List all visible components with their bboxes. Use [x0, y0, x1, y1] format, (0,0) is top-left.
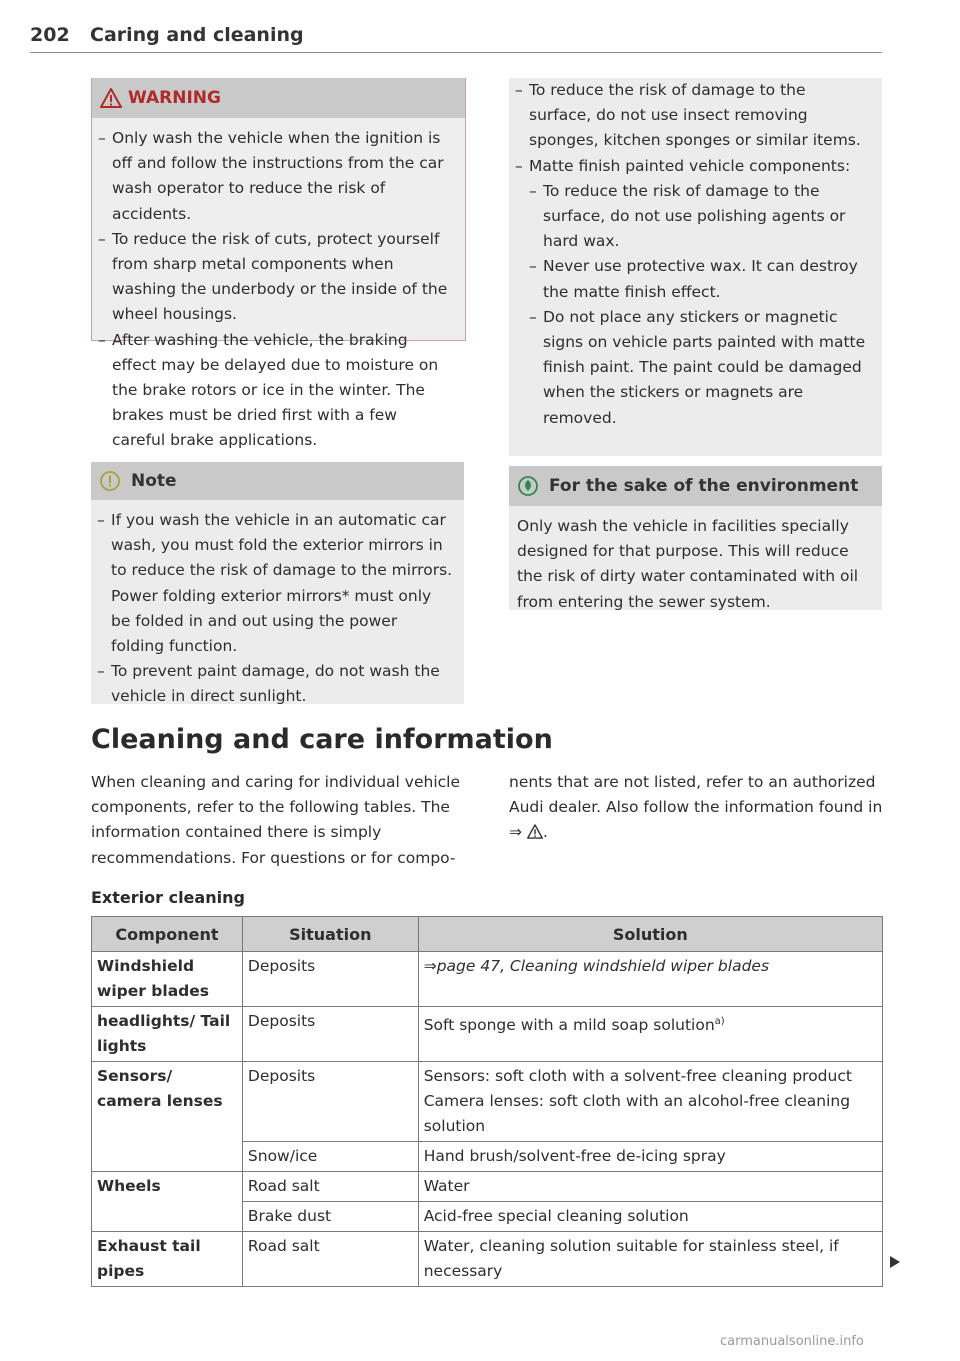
table-row: [92, 952, 883, 1007]
sub-list: [529, 179, 872, 431]
cell-solution: [418, 952, 882, 1007]
cell-solution: Acid-free special cleaning solution: [418, 1202, 882, 1232]
section-title: Cleaning and care information: [91, 724, 553, 755]
environment-title: For the sake of the environment: [549, 476, 859, 496]
sub-list-item: – Never use protective wax. It can destroy the matte finish effect.: [529, 254, 872, 304]
intro-text: nents that are not listed, refer to an authorized Audi dealer. Also follow the information found in: [509, 773, 883, 817]
cell-component: headlights/ Tail lights: [92, 1007, 243, 1062]
warning-title: WARNING: [128, 88, 221, 108]
footnote-marker: a): [714, 1016, 725, 1027]
cell-situation: Snow/ice: [242, 1142, 418, 1172]
environment-header: [509, 466, 882, 506]
cell-solution: [418, 1062, 882, 1142]
solution-text: Soft sponge with a mild soap solution: [423, 1016, 715, 1035]
column-header-component: Component: [92, 917, 243, 952]
cell-component: Wheels: [92, 1172, 243, 1232]
note-header: [91, 462, 464, 500]
solution-line: Camera lenses: soft cloth with an alcohol-free cleaning solution: [423, 1092, 851, 1135]
info-exclamation-icon: [99, 470, 121, 492]
continuation-list: [509, 78, 882, 437]
cell-situation: Deposits: [242, 952, 418, 1007]
cell-solution: Hand brush/solvent-free de-icing spray: [418, 1142, 882, 1172]
intro-text-left: When cleaning and caring for individual vehicle components, refer to the following tables. The information contained there is simply recommendations. For questions or for compo-: [91, 773, 460, 867]
cell-solution: [418, 1007, 882, 1062]
cell-situation: Road salt: [242, 1172, 418, 1202]
cell-situation: Brake dust: [242, 1202, 418, 1232]
list-item: – After washing the vehicle, the braking effect may be delayed due to moisture on the brake rotors or ice in the winter. The brakes must be dried first with a few careful brake applications.: [98, 328, 455, 454]
warning-triangle-icon[interactable]: [527, 824, 543, 839]
list-item: – To prevent paint damage, do not wash the vehicle in direct sunlight.: [97, 659, 454, 709]
continue-arrow-icon: [890, 1256, 900, 1268]
cell-situation: Deposits: [242, 1007, 418, 1062]
table-row: [92, 1172, 883, 1202]
cell-component: Windshield wiper blades: [92, 952, 243, 1007]
environment-box: [509, 466, 882, 610]
sub-list-item: – To reduce the risk of damage to the surface, do not use polishing agents or hard wax.: [529, 179, 872, 255]
intro-end: .: [542, 823, 548, 842]
exterior-cleaning-heading: Exterior cleaning: [91, 888, 245, 907]
chapter-title: Caring and cleaning: [90, 24, 304, 46]
column-header-solution: Solution: [418, 917, 882, 952]
page-reference-link[interactable]: page 47, Cleaning windshield wiper blades: [436, 957, 770, 975]
footer-watermark: carmanualsonline.info: [720, 1334, 864, 1349]
environment-text: Only wash the vehicle in facilities specially designed for that purpose. This will reduce the risk of dirty water contaminated with oil from entering the sewer system.: [517, 517, 859, 611]
warning-header: [92, 78, 465, 118]
warning-continuation-box: [509, 78, 882, 456]
page-number: 202: [30, 24, 70, 46]
page-header: [30, 24, 882, 53]
reference-arrow[interactable]: ⇒: [509, 823, 522, 842]
cell-component: Sensors/ camera lenses: [92, 1062, 243, 1172]
cell-situation: Road salt: [242, 1232, 418, 1287]
list-item: – If you wash the vehicle in an automatic car wash, you must fold the exterior mirrors in to reduce the risk of damage to the mirrors. Power folding exterior mirrors* must only be folded in and out using the power folding function.: [97, 508, 454, 659]
column-header-situation: Situation: [242, 917, 418, 952]
intro-text-right: [509, 770, 884, 846]
list-item: – To reduce the risk of damage to the surface, do not use insect removing sponges, kitchen sponges or similar items.: [515, 78, 872, 154]
reference-arrow[interactable]: ⇒: [423, 957, 437, 975]
exterior-cleaning-table: [91, 916, 883, 1287]
list-item-label: Matte finish painted vehicle components:: [529, 156, 851, 175]
solution-line: Sensors: soft cloth with a solvent-free cleaning product: [423, 1067, 852, 1085]
warning-box: [91, 78, 466, 450]
table-row: [92, 1232, 883, 1287]
cell-component: Exhaust tail pipes: [92, 1232, 243, 1287]
environment-leaf-icon: [517, 475, 539, 497]
cell-solution: Water, cleaning solution suitable for stainless steel, if necessary: [418, 1232, 882, 1287]
note-title: Note: [131, 471, 177, 491]
cell-situation: Deposits: [242, 1062, 418, 1142]
sub-list-item: – Do not place any stickers or magnetic signs on vehicle parts painted with matte finish paint. The paint could be damaged when the stickers or magnets are removed.: [529, 305, 872, 431]
warning-list: [92, 118, 465, 460]
list-item: – To reduce the risk of cuts, protect yourself from sharp metal components when washing the underbody or the inside of the wheel housings.: [98, 227, 455, 328]
cell-solution: Water: [418, 1172, 882, 1202]
table-header-row: [92, 917, 883, 952]
warning-triangle-icon: [100, 88, 122, 108]
table-row: [92, 1007, 883, 1062]
table-row: [92, 1062, 883, 1142]
list-item: – Only wash the vehicle when the ignition is off and follow the instructions from the car wash operator to reduce the risk of accidents.: [98, 126, 455, 227]
note-box: [91, 462, 464, 704]
note-list: [91, 500, 464, 716]
list-item: [515, 154, 872, 431]
